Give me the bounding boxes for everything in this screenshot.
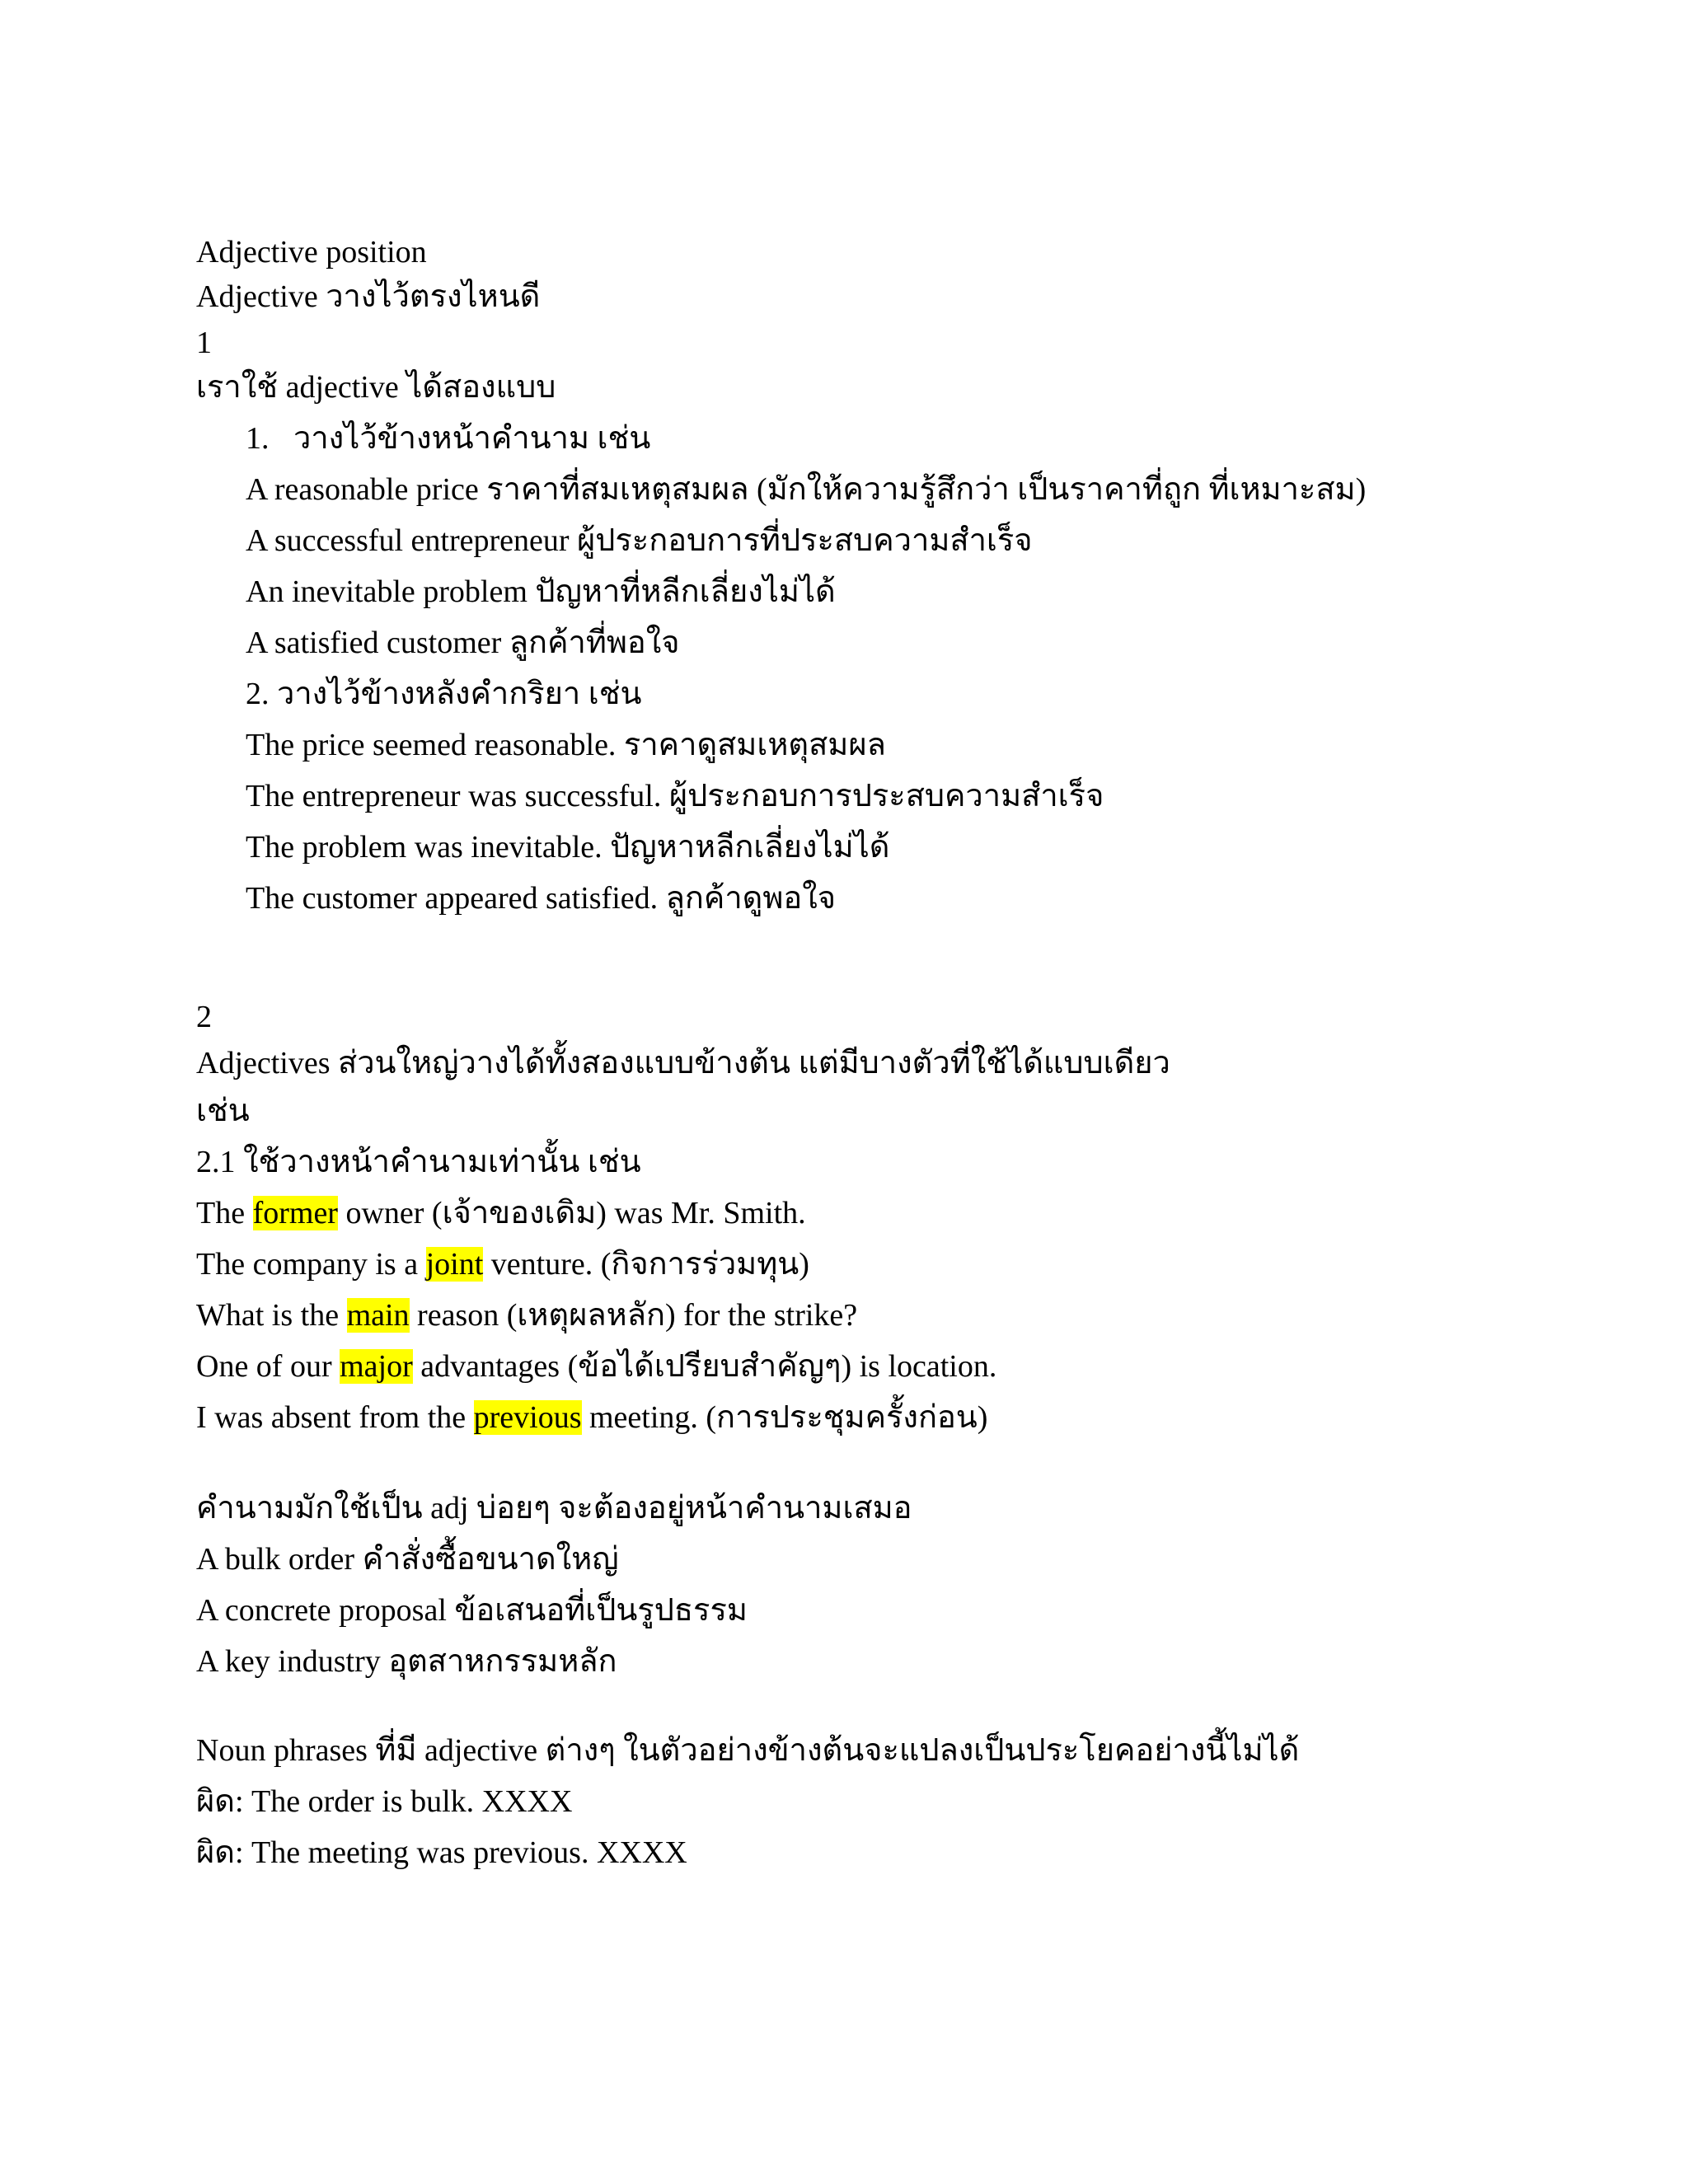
example-line: A satisfied customer ลูกค้าที่พอใจ (246, 626, 680, 660)
list-item-1-heading (246, 417, 650, 460)
example-line: A successful entrepreneur ผู้ประกอบการที่ประสบความสำเร็จ (246, 523, 1033, 558)
wrong-example-line: ผิด: The order is bulk. XXXX (196, 1784, 573, 1819)
highlight-example-line: The company is a joint venture. (กิจการร่วมทุน) (196, 1247, 809, 1282)
noun-phrase-note: Noun phrases ที่มี adjective ต่างๆ ในตัวอย่างข้างต้นจะแปลงเป็นประโยคอย่างนี้ไม่ได้ (196, 1733, 1300, 1768)
example-line: A concrete proposal ข้อเสนอที่เป็นรูปธรรม (196, 1593, 748, 1628)
section-1-intro: เราใช้ adjective ได้สองแบบ (196, 370, 556, 405)
example-line: The price seemed reasonable. ราคาดูสมเหตุสมผล (246, 728, 886, 762)
section-2-1-heading: 2.1 ใช้วางหน้าคำนามเท่านั้น เช่น (196, 1145, 641, 1179)
example-line: A reasonable price ราคาที่สมเหตุสมผล (มักให้ความรู้สึกว่า เป็นราคาที่ถูก ที่เหมาะสม) (246, 472, 1367, 507)
example-line: A bulk order คำสั่งซื้อขนาดใหญ่ (196, 1542, 619, 1577)
highlight-example-line: One of our major advantages (ข้อได้เปรียบสำคัญๆ) is location. (196, 1349, 997, 1384)
example-line: A key industry อุตสาหกรรมหลัก (196, 1644, 617, 1679)
wrong-example-line: ผิด: The meeting was previous. XXXX (196, 1835, 687, 1870)
example-line: An inevitable problem ปัญหาที่หลีกเลี่ยงไม่ได้ (246, 574, 836, 609)
list-item-2-heading: 2. วางไว้ข้างหลังคำกริยา เช่น (246, 677, 642, 711)
section-2-intro: Adjectives ส่วนใหญ่วางได้ทั้งสองแบบข้างต้น แต่มีบางตัวที่ใช้ได้แบบเดียว (196, 1046, 1170, 1080)
page-title: Adjective position (196, 235, 427, 269)
example-line: The problem was inevitable. ปัญหาหลีกเลี่ยงไม่ได้ (246, 830, 890, 865)
highlighted-adjective: previous (473, 1400, 582, 1435)
noun-adjective-note: คำนามมักใช้เป็น adj บ่อยๆ จะต้องอยู่หน้าคำนามเสมอ (196, 1491, 912, 1526)
page-subtitle: Adjective วางไว้ตรงไหนดี (196, 279, 541, 314)
highlight-example-line: The former owner (เจ้าของเดิม) was Mr. Smith. (196, 1196, 806, 1230)
highlight-example-line: What is the main reason (เหตุผลหลัก) for the strike? (196, 1298, 858, 1333)
list-item-1-text: วางไว้ข้างหน้าคำนาม เช่น (293, 421, 651, 456)
example-line: The entrepreneur was successful. ผู้ประกอบการประสบความสำเร็จ (246, 779, 1104, 813)
highlighted-adjective: former (252, 1196, 338, 1230)
section-1-number: 1 (196, 326, 212, 360)
highlighted-adjective: joint (425, 1247, 484, 1282)
example-line: The customer appeared satisfied. ลูกค้าดูพอใจ (246, 881, 837, 916)
list-item-1-number: 1. (246, 421, 270, 456)
highlighted-adjective: major (340, 1349, 413, 1384)
highlighted-adjective: main (346, 1298, 410, 1333)
section-2-intro-continued: เช่น (196, 1094, 250, 1128)
highlight-example-line: I was absent from the previous meeting. (การประชุมครั้งก่อน) (196, 1400, 988, 1435)
section-2-number: 2 (196, 1000, 212, 1034)
